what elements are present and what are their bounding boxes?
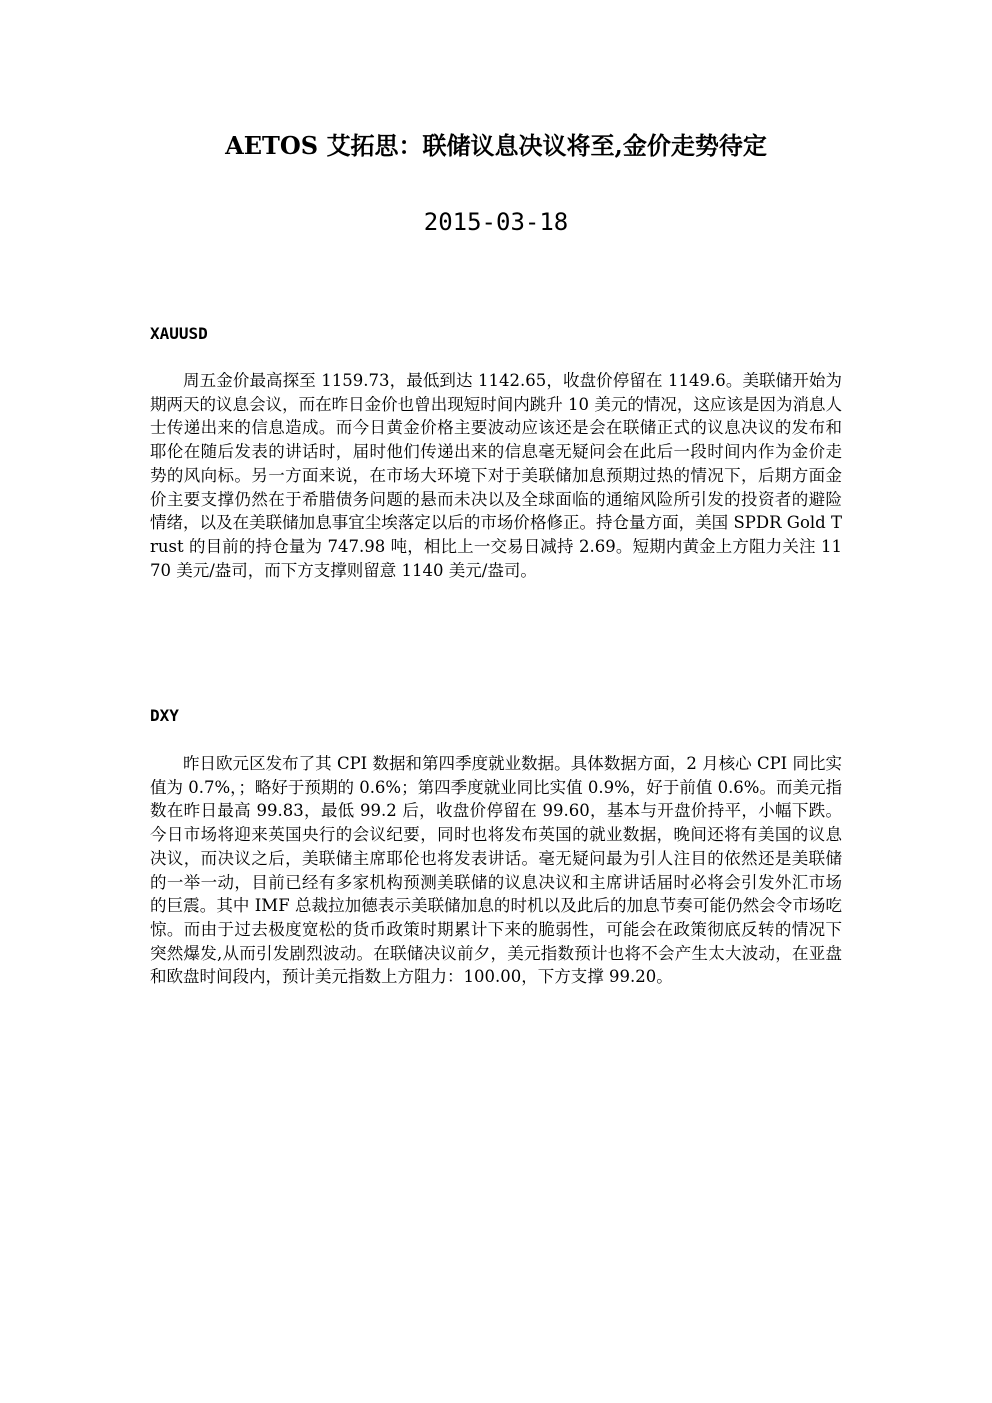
- section-heading-xauusd: XAUUSD: [150, 324, 208, 343]
- section-heading-dxy: DXY: [150, 706, 179, 725]
- section-body-dxy: 昨日欧元区发布了其 CPI 数据和第四季度就业数据。具体数据方面，2 月核心 CPI 同比实值为 0.7%，；略好于预期的 0.6%；第四季度就业同比实值 0.9%，好于前值 0.6%。而美元指数在昨日最高 99.83，最低 99.2 后，收盘价停留在 99.60，基本与开盘价持平，小幅下跌。今日市场将迎来英国央行的会议纪要，同时也将发布英国的就业数据，晚间还将有美国的议息决议，而决议之后，美联储主席耶伦也将发表讲话。毫无疑问最为引人注目的依然还是美联储的一举一动，目前已经有多家机构预测美联储的议息决议和主席讲话届时必将会引发外汇市场的巨震。其中 IMF 总裁拉加德表示美联储加息的时机以及此后的加息节奏可能仍然会令市场吃惊。而由于过去极度宽松的货币政策时期累计下来的脆弱性，可能会在政策彻底反转的情况下突然爆发,从而引发剧烈波动。在联储决议前夕，美元指数预计也将不会产生太大波动，在亚盘和欧盘时间段内，预计美元指数上方阻力：100.00，下方支撑 99.20。: [150, 754, 842, 987]
- document-title: AETOS 艾拓思：联储议息决议将至,金价走势待定: [225, 131, 767, 160]
- section-body-xauusd: 周五金价最高探至 1159.73，最低到达 1142.65，收盘价停留在 1149.6。美联储开始为期两天的议息会议，而在昨日金价也曾出现短时间内跳升 10 美元的情况，这应该是因为消息人士传递出来的信息造成。而今日黄金价格主要波动应该还是会在联储正式的议息决议的发布和耶伦在随后发表的讲话时，届时他们传递出来的信息毫无疑问会在此后一段时间内作为金价走势的风向标。另一方面来说，在市场大环境下对于美联储加息预期过热的情况下，后期方面金价主要支撑仍然在于希腊债务问题的悬而未决以及全球面临的通缩风险所引发的投资者的避险情绪，以及在美联储加息事宜尘埃落定以后的市场价格修正。持仓量方面，美国 SPDR Gold Trust 的目前的持仓量为 747.98 吨，相比上一交易日减持 2.69。短期内黄金上方阻力关注 1170 美元/盎司，而下方支撑则留意 1140 美元/盎司。: [150, 371, 842, 580]
- document-date: 2015-03-18: [423, 208, 569, 236]
